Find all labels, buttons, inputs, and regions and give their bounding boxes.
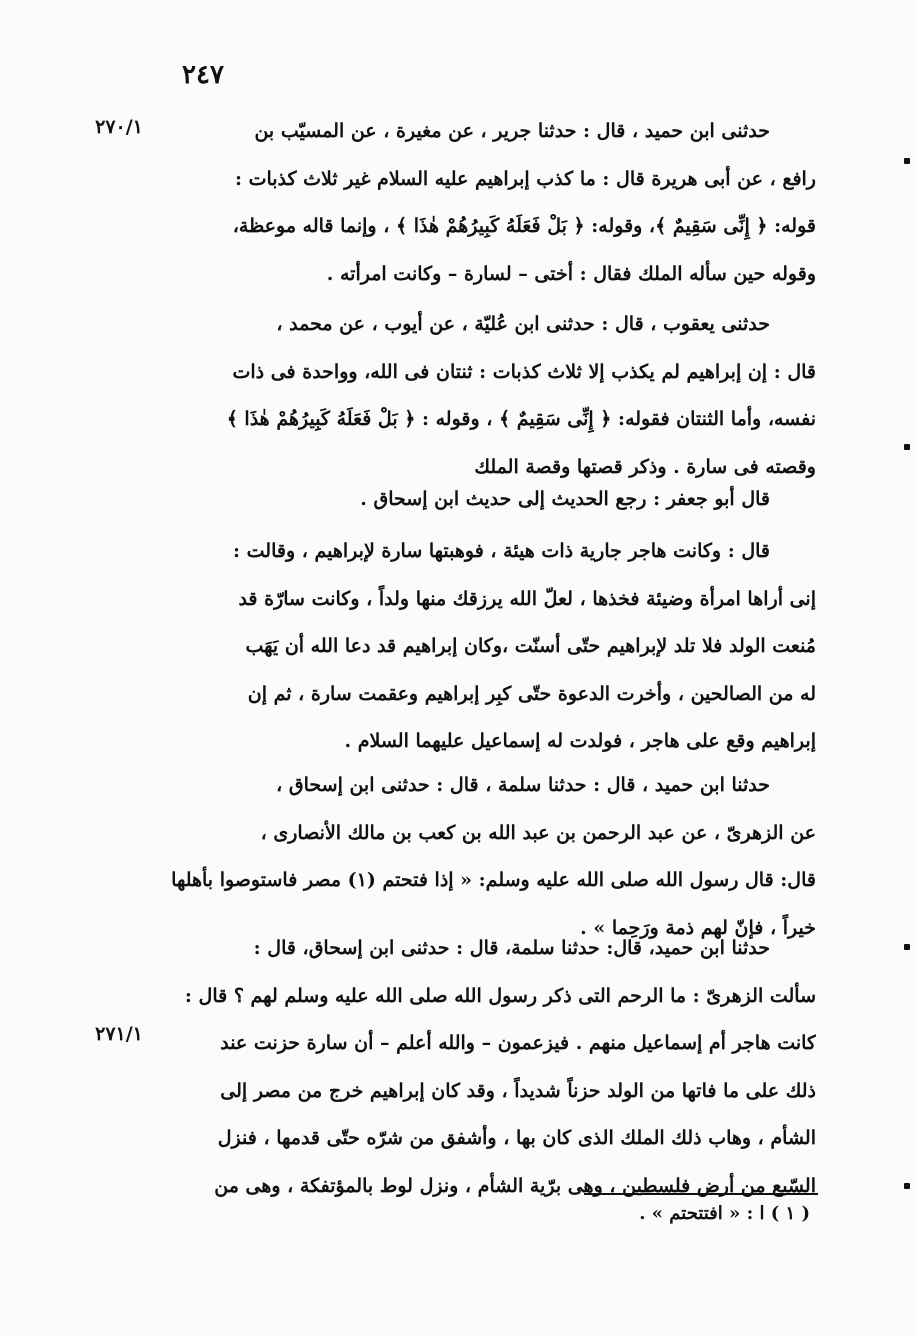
text-line: مُنعت الولد فلا تلد لإبراهيم حتّى أسنّت ،وكان إبراهيم قد دعا الله أن يَهَب [245, 635, 816, 657]
text-line: وقصته فى سارة . وذكر قصتها وقصة الملك [474, 455, 816, 478]
text-line: حدثنا ابن حميد، قال: حدثنا سلمة، قال : حدثنى ابن إسحاق، قال : [253, 937, 770, 959]
text-line: حدثنا ابن حميد ، قال : حدثنا سلمة ، قال : حدثنى ابن إسحاق ، [276, 774, 770, 796]
page-number: ٢٤٧ [182, 60, 224, 90]
margin-ref-1: ٢٧٠/١ [95, 116, 143, 138]
text-line: قال: قال رسول الله صلى الله عليه وسلم: « إذا فتحتم (١) مصر فاستوصوا بأهلها [171, 869, 816, 891]
text-line: قال : إن إبراهيم لم يكذب إلا ثلاث كذبات : ثنتان فى الله، وواحدة فى ذات [232, 360, 816, 383]
text-line: السّبع من أرض فلسطين ، وهى برّية الشأم ، ونزل لوط بالمؤتفكة ، وهى من [214, 1174, 816, 1197]
footnote-rule [584, 1193, 818, 1195]
paragraph-4 [152, 528, 816, 766]
text-line: قال : وكانت هاجر جارية ذات هيئة ، فوهبتها سارة لإبراهيم ، وقالت : [233, 540, 770, 562]
text-line: كانت هاجر أم إسماعيل منهم . فيزعمون – والله أعلم – أن سارة حزنت عند [220, 1032, 816, 1054]
text-line: إنى أراها امرأة وضيئة فخذها ، لعلّ الله يرزقك منها ولداً ، وكانت سارّة قد [238, 587, 816, 610]
paragraph-3 [152, 476, 816, 524]
text-line: حدثنى ابن حميد ، قال : حدثنا جرير ، عن مغيرة ، عن المسيّب بن [254, 120, 770, 142]
paragraph-1 [152, 108, 816, 298]
edge-mark [904, 944, 910, 950]
text-line: رافع ، عن أبى هريرة قال : ما كذب إبراهيم عليه السلام غير ثلاث كذبات : [234, 167, 816, 190]
edge-mark [904, 158, 910, 164]
paragraph-5 [152, 762, 816, 952]
text-line: نفسه، وأما الثنتان فقوله: ﴿ إِنِّى سَقِيمٌ ﴾ ، وقوله : ﴿ بَلْ فَعَلَهُ كَبِيرُهُمْ هٰذَا ﴾ [226, 408, 816, 430]
footnote: ( ١ ) ا : « افتتحتم » . [639, 1203, 810, 1224]
text-line: الشأم ، وهاب ذلك الملك الذى كان بها ، وأشفق من شرّه حتّى قدمها ، فنزل [217, 1127, 816, 1149]
text-line: عن الزهرىّ ، عن عبد الرحمن بن عبد الله بن كعب بن مالك الأنصارى ، [260, 821, 816, 844]
edge-mark [904, 1183, 910, 1189]
paragraph-2 [152, 301, 816, 491]
text-line: خيراً ، فإنّ لهم ذمة ورَحِما » . [580, 916, 816, 939]
text-line: سألت الزهرىّ : ما الرحم التى ذكر رسول الله صلى الله عليه وسلم لهم ؟ قال : [184, 984, 816, 1007]
text-line: له من الصالحين ، وأخرت الدعوة حتّى كبِر إبراهيم وعقمت سارة ، ثم إن [247, 682, 816, 705]
paragraph-6 [152, 925, 816, 1210]
text-line: قال أبو جعفر : رجع الحديث إلى حديث ابن إسحاق . [360, 488, 770, 510]
text-line: ذلك على ما فاتها من الولد حزناً شديداً ، وقد كان إبراهيم خرج من مصر إلى [220, 1079, 816, 1102]
margin-ref-2: ٢٧١/١ [95, 1023, 143, 1045]
text-line: قوله: ﴿ إِنِّى سَقِيمٌ ﴾، وقوله: ﴿ بَلْ فَعَلَهُ كَبِيرُهُمْ هٰذَا ﴾ ، وإنما قاله موعظة، [232, 215, 816, 237]
text-line: حدثنى يعقوب ، قال : حدثنى ابن عُليّة ، عن أيوب ، عن محمد ، [276, 313, 770, 335]
text-line: إبراهيم وقع على هاجر ، فولدت له إسماعيل عليهما السلام . [344, 730, 816, 752]
edge-mark [904, 444, 910, 450]
text-line: وقوله حين سأله الملك فقال : أختى – لسارة – وكانت امرأته . [326, 262, 816, 285]
